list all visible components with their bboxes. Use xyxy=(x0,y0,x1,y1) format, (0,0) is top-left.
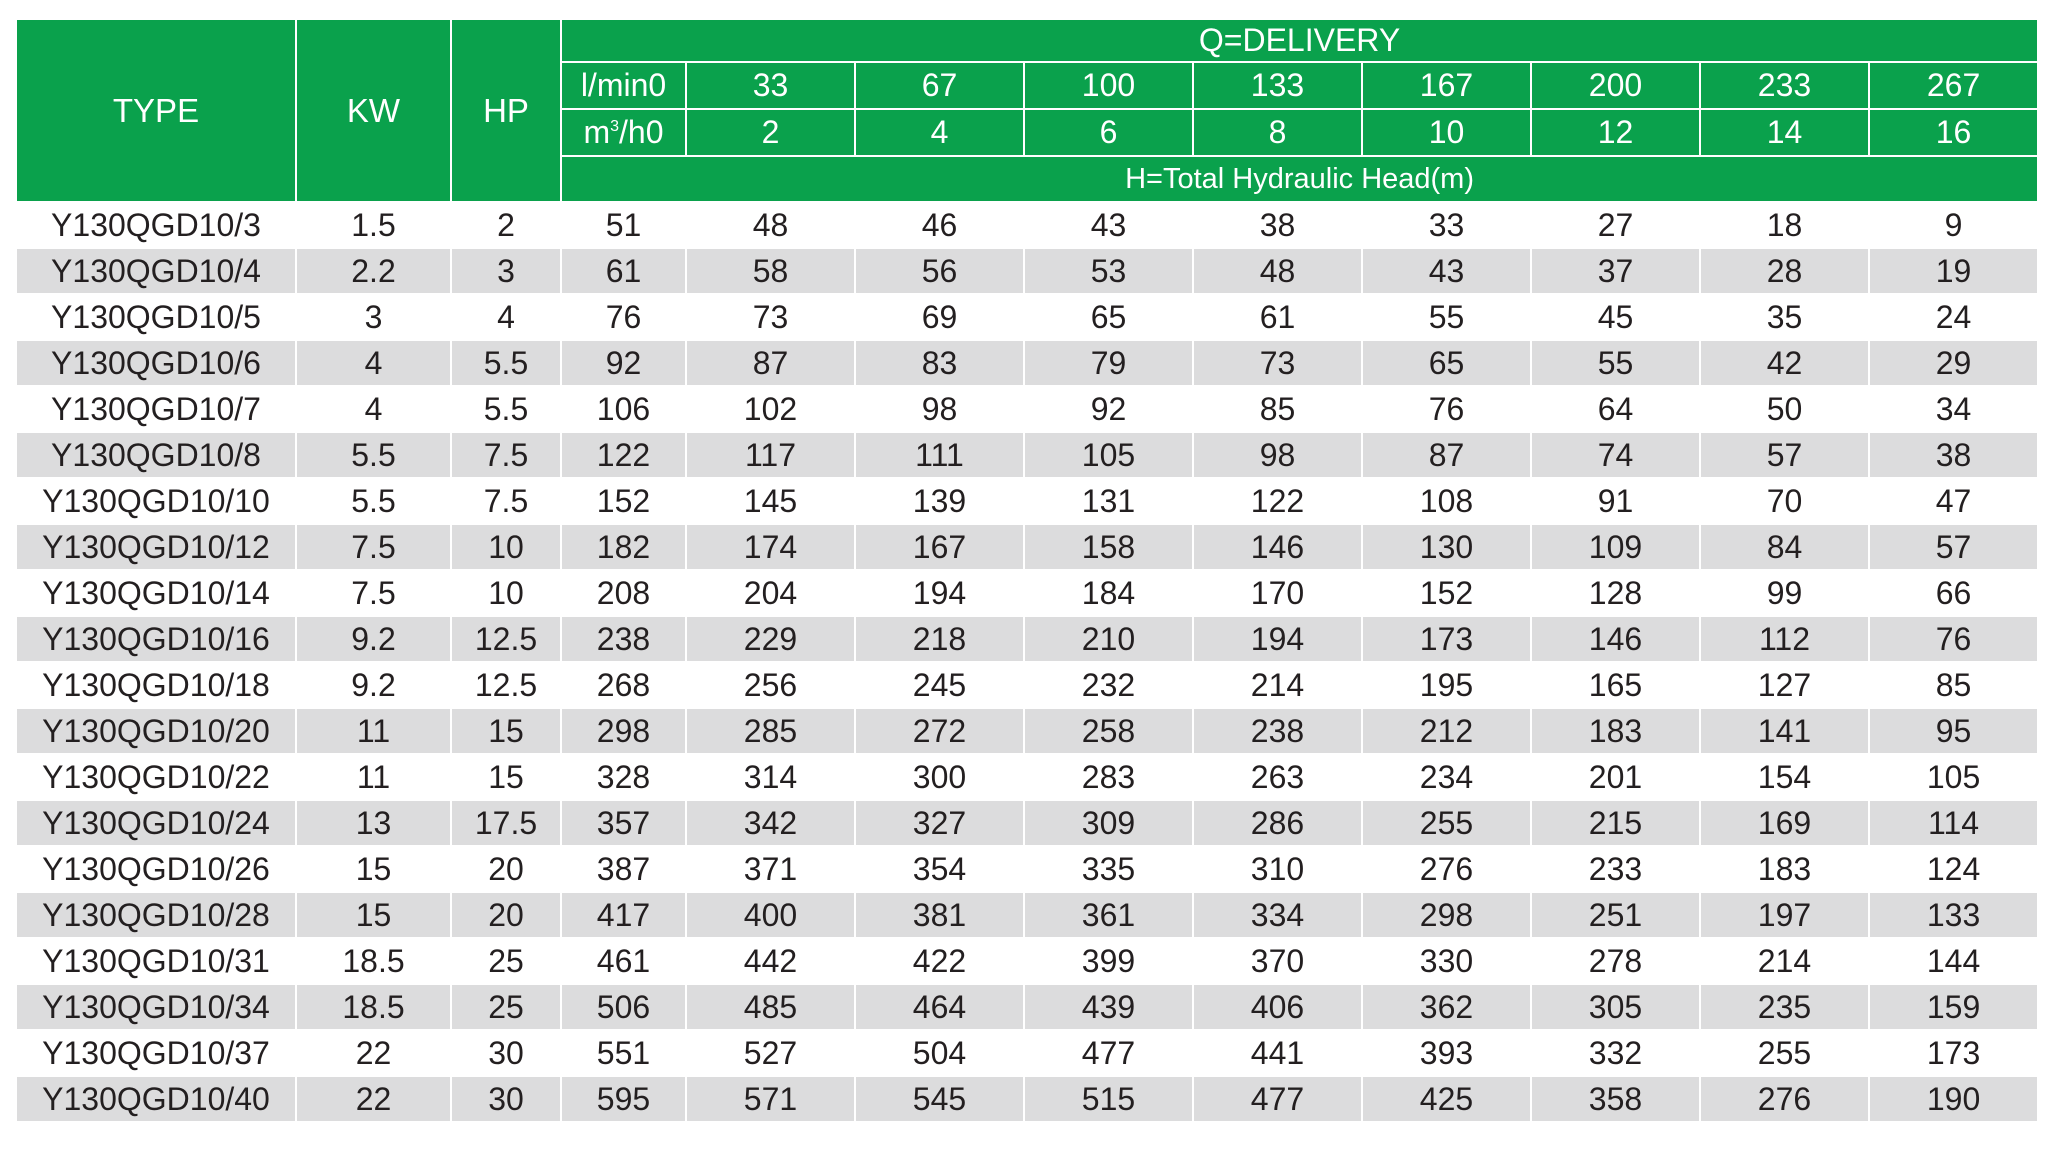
head-cell: 504 xyxy=(855,1030,1024,1076)
head-cell: 174 xyxy=(686,524,855,570)
head-cell: 184 xyxy=(1024,570,1193,616)
head-cell: 65 xyxy=(1362,340,1531,386)
head-cell: 194 xyxy=(1193,616,1362,662)
head-cell: 258 xyxy=(1024,708,1193,754)
head-cell: 35 xyxy=(1700,294,1869,340)
flow-m3h-value: 4 xyxy=(855,109,1024,156)
flow-m3h-value: 12 xyxy=(1531,109,1700,156)
head-cell: 58 xyxy=(686,248,855,294)
type-cell: Y130QGD10/22 xyxy=(16,754,296,800)
table-row xyxy=(16,524,2038,570)
hp-header: HP xyxy=(451,19,561,202)
hp-cell: 7.5 xyxy=(451,478,561,524)
head-cell: 218 xyxy=(855,616,1024,662)
head-cell: 19 xyxy=(1869,248,2038,294)
head-cell: 272 xyxy=(855,708,1024,754)
head-cell: 327 xyxy=(855,800,1024,846)
head-cell: 400 xyxy=(686,892,855,938)
hp-cell: 10 xyxy=(451,570,561,616)
delivery-header: Q=DELIVERY xyxy=(561,19,2038,62)
head-cell: 144 xyxy=(1869,938,2038,984)
head-cell: 370 xyxy=(1193,938,1362,984)
flow-lmin-value: 267 xyxy=(1869,62,2038,109)
head-cell: 362 xyxy=(1362,984,1531,1030)
head-cell: 328 xyxy=(561,754,686,800)
type-cell: Y130QGD10/16 xyxy=(16,616,296,662)
head-header: H=Total Hydraulic Head(m) xyxy=(561,156,2038,202)
kw-cell: 9.2 xyxy=(296,662,451,708)
head-cell: 334 xyxy=(1193,892,1362,938)
head-cell: 357 xyxy=(561,800,686,846)
hp-cell: 20 xyxy=(451,892,561,938)
head-cell: 38 xyxy=(1193,202,1362,248)
head-cell: 278 xyxy=(1531,938,1700,984)
table-row xyxy=(16,846,2038,892)
head-cell: 83 xyxy=(855,340,1024,386)
head-cell: 215 xyxy=(1531,800,1700,846)
head-cell: 232 xyxy=(1024,662,1193,708)
head-cell: 91 xyxy=(1531,478,1700,524)
head-cell: 133 xyxy=(1869,892,2038,938)
type-cell: Y130QGD10/7 xyxy=(16,386,296,432)
head-cell: 61 xyxy=(561,248,686,294)
table-row xyxy=(16,248,2038,294)
type-cell: Y130QGD10/12 xyxy=(16,524,296,570)
type-cell: Y130QGD10/3 xyxy=(16,202,296,248)
head-cell: 212 xyxy=(1362,708,1531,754)
head-cell: 464 xyxy=(855,984,1024,1030)
head-cell: 309 xyxy=(1024,800,1193,846)
flow-lmin-value: 167 xyxy=(1362,62,1531,109)
flow-lmin-value: 200 xyxy=(1531,62,1700,109)
head-cell: 571 xyxy=(686,1076,855,1122)
kw-cell: 3 xyxy=(296,294,451,340)
head-cell: 146 xyxy=(1193,524,1362,570)
head-cell: 286 xyxy=(1193,800,1362,846)
head-cell: 109 xyxy=(1531,524,1700,570)
table-row xyxy=(16,892,2038,938)
head-cell: 131 xyxy=(1024,478,1193,524)
head-cell: 105 xyxy=(1869,754,2038,800)
head-cell: 99 xyxy=(1700,570,1869,616)
head-cell: 268 xyxy=(561,662,686,708)
hp-cell: 15 xyxy=(451,754,561,800)
head-cell: 195 xyxy=(1362,662,1531,708)
head-cell: 422 xyxy=(855,938,1024,984)
hp-cell: 25 xyxy=(451,984,561,1030)
kw-cell: 13 xyxy=(296,800,451,846)
kw-cell: 18.5 xyxy=(296,938,451,984)
head-cell: 48 xyxy=(1193,248,1362,294)
head-cell: 477 xyxy=(1024,1030,1193,1076)
head-cell: 98 xyxy=(1193,432,1362,478)
head-cell: 9 xyxy=(1869,202,2038,248)
head-cell: 79 xyxy=(1024,340,1193,386)
head-cell: 85 xyxy=(1193,386,1362,432)
hp-cell: 2 xyxy=(451,202,561,248)
head-cell: 61 xyxy=(1193,294,1362,340)
table-body xyxy=(16,202,2038,1122)
head-cell: 595 xyxy=(561,1076,686,1122)
head-cell: 74 xyxy=(1531,432,1700,478)
table-row xyxy=(16,754,2038,800)
kw-cell: 22 xyxy=(296,1076,451,1122)
head-cell: 256 xyxy=(686,662,855,708)
head-cell: 64 xyxy=(1531,386,1700,432)
head-cell: 173 xyxy=(1362,616,1531,662)
table-row xyxy=(16,984,2038,1030)
hp-cell: 12.5 xyxy=(451,616,561,662)
head-cell: 57 xyxy=(1700,432,1869,478)
head-cell: 183 xyxy=(1700,846,1869,892)
head-cell: 152 xyxy=(561,478,686,524)
head-cell: 69 xyxy=(855,294,1024,340)
head-cell: 154 xyxy=(1700,754,1869,800)
head-cell: 76 xyxy=(1362,386,1531,432)
head-cell: 45 xyxy=(1531,294,1700,340)
flow-unit-m3h: $m^3/h0$ xyxy=(561,109,686,156)
type-cell: Y130QGD10/18 xyxy=(16,662,296,708)
type-cell: Y130QGD10/6 xyxy=(16,340,296,386)
kw-cell: 1.5 xyxy=(296,202,451,248)
head-cell: 165 xyxy=(1531,662,1700,708)
kw-header: KW xyxy=(296,19,451,202)
head-cell: 283 xyxy=(1024,754,1193,800)
head-cell: 111 xyxy=(855,432,1024,478)
head-cell: 87 xyxy=(686,340,855,386)
head-cell: 335 xyxy=(1024,846,1193,892)
head-cell: 255 xyxy=(1362,800,1531,846)
head-cell: 146 xyxy=(1531,616,1700,662)
flow-m3h-value: 2 xyxy=(686,109,855,156)
head-cell: 73 xyxy=(686,294,855,340)
head-cell: 276 xyxy=(1362,846,1531,892)
flow-lmin-value: 133 xyxy=(1193,62,1362,109)
head-cell: 24 xyxy=(1869,294,2038,340)
type-cell: Y130QGD10/4 xyxy=(16,248,296,294)
head-cell: 130 xyxy=(1362,524,1531,570)
head-cell: 183 xyxy=(1531,708,1700,754)
head-cell: 51 xyxy=(561,202,686,248)
flow-m3h-value: 14 xyxy=(1700,109,1869,156)
table-row xyxy=(16,800,2038,846)
table-row xyxy=(16,662,2038,708)
kw-cell: 11 xyxy=(296,754,451,800)
head-cell: 310 xyxy=(1193,846,1362,892)
head-cell: 461 xyxy=(561,938,686,984)
head-cell: 106 xyxy=(561,386,686,432)
head-cell: 56 xyxy=(855,248,1024,294)
head-cell: 37 xyxy=(1531,248,1700,294)
head-cell: 76 xyxy=(1869,616,2038,662)
kw-cell: 5.5 xyxy=(296,478,451,524)
head-cell: 441 xyxy=(1193,1030,1362,1076)
head-cell: 208 xyxy=(561,570,686,616)
head-cell: 152 xyxy=(1362,570,1531,616)
head-cell: 55 xyxy=(1531,340,1700,386)
head-cell: 170 xyxy=(1193,570,1362,616)
type-cell: Y130QGD10/24 xyxy=(16,800,296,846)
head-cell: 201 xyxy=(1531,754,1700,800)
head-cell: 34 xyxy=(1869,386,2038,432)
flow-m3h-value: 10 xyxy=(1362,109,1531,156)
head-cell: 65 xyxy=(1024,294,1193,340)
head-cell: 70 xyxy=(1700,478,1869,524)
kw-cell: 9.2 xyxy=(296,616,451,662)
head-cell: 545 xyxy=(855,1076,1024,1122)
table-row xyxy=(16,340,2038,386)
head-cell: 233 xyxy=(1531,846,1700,892)
head-cell: 263 xyxy=(1193,754,1362,800)
hp-cell: 30 xyxy=(451,1030,561,1076)
head-cell: 194 xyxy=(855,570,1024,616)
head-cell: 117 xyxy=(686,432,855,478)
type-cell: Y130QGD10/14 xyxy=(16,570,296,616)
head-cell: 98 xyxy=(855,386,1024,432)
head-cell: 204 xyxy=(686,570,855,616)
head-cell: 251 xyxy=(1531,892,1700,938)
head-cell: 332 xyxy=(1531,1030,1700,1076)
head-cell: 245 xyxy=(855,662,1024,708)
head-cell: 95 xyxy=(1869,708,2038,754)
head-cell: 425 xyxy=(1362,1076,1531,1122)
kw-cell: 11 xyxy=(296,708,451,754)
head-cell: 92 xyxy=(561,340,686,386)
head-cell: 87 xyxy=(1362,432,1531,478)
head-cell: 314 xyxy=(686,754,855,800)
kw-cell: 4 xyxy=(296,340,451,386)
flow-lmin-value: 33 xyxy=(686,62,855,109)
head-cell: 145 xyxy=(686,478,855,524)
head-cell: 238 xyxy=(561,616,686,662)
hp-cell: 25 xyxy=(451,938,561,984)
head-cell: 28 xyxy=(1700,248,1869,294)
head-cell: 53 xyxy=(1024,248,1193,294)
head-cell: 38 xyxy=(1869,432,2038,478)
head-cell: 108 xyxy=(1362,478,1531,524)
kw-cell: 7.5 xyxy=(296,524,451,570)
head-cell: 167 xyxy=(855,524,1024,570)
table-row xyxy=(16,938,2038,984)
head-cell: 298 xyxy=(561,708,686,754)
hp-cell: 10 xyxy=(451,524,561,570)
head-cell: 506 xyxy=(561,984,686,1030)
flow-m3h-value: 6 xyxy=(1024,109,1193,156)
head-cell: 439 xyxy=(1024,984,1193,1030)
type-cell: Y130QGD10/26 xyxy=(16,846,296,892)
head-cell: 210 xyxy=(1024,616,1193,662)
kw-cell: 18.5 xyxy=(296,984,451,1030)
head-cell: 477 xyxy=(1193,1076,1362,1122)
type-cell: Y130QGD10/31 xyxy=(16,938,296,984)
kw-cell: 2.2 xyxy=(296,248,451,294)
head-cell: 381 xyxy=(855,892,1024,938)
head-cell: 139 xyxy=(855,478,1024,524)
flow-lmin-value: 67 xyxy=(855,62,1024,109)
kw-cell: 15 xyxy=(296,846,451,892)
head-cell: 442 xyxy=(686,938,855,984)
flow-lmin-value: 233 xyxy=(1700,62,1869,109)
hp-cell: 3 xyxy=(451,248,561,294)
head-cell: 29 xyxy=(1869,340,2038,386)
table-row xyxy=(16,616,2038,662)
head-cell: 342 xyxy=(686,800,855,846)
table-row xyxy=(16,432,2038,478)
type-cell: Y130QGD10/34 xyxy=(16,984,296,1030)
table-row xyxy=(16,294,2038,340)
head-cell: 387 xyxy=(561,846,686,892)
hp-cell: 30 xyxy=(451,1076,561,1122)
head-cell: 47 xyxy=(1869,478,2038,524)
hp-cell: 12.5 xyxy=(451,662,561,708)
head-cell: 42 xyxy=(1700,340,1869,386)
head-cell: 50 xyxy=(1700,386,1869,432)
head-cell: 234 xyxy=(1362,754,1531,800)
head-cell: 406 xyxy=(1193,984,1362,1030)
head-cell: 515 xyxy=(1024,1076,1193,1122)
head-cell: 92 xyxy=(1024,386,1193,432)
hp-cell: 15 xyxy=(451,708,561,754)
head-cell: 127 xyxy=(1700,662,1869,708)
flow-lmin-value: 100 xyxy=(1024,62,1193,109)
head-cell: 27 xyxy=(1531,202,1700,248)
head-cell: 485 xyxy=(686,984,855,1030)
type-cell: Y130QGD10/40 xyxy=(16,1076,296,1122)
type-cell: Y130QGD10/37 xyxy=(16,1030,296,1076)
head-cell: 285 xyxy=(686,708,855,754)
flow-m3h-value: 8 xyxy=(1193,109,1362,156)
head-cell: 43 xyxy=(1362,248,1531,294)
head-cell: 298 xyxy=(1362,892,1531,938)
head-cell: 76 xyxy=(561,294,686,340)
head-cell: 112 xyxy=(1700,616,1869,662)
head-cell: 57 xyxy=(1869,524,2038,570)
head-cell: 417 xyxy=(561,892,686,938)
hp-cell: 4 xyxy=(451,294,561,340)
head-cell: 330 xyxy=(1362,938,1531,984)
head-cell: 305 xyxy=(1531,984,1700,1030)
table-row xyxy=(16,1030,2038,1076)
type-header: TYPE xyxy=(16,19,296,202)
head-cell: 159 xyxy=(1869,984,2038,1030)
head-cell: 105 xyxy=(1024,432,1193,478)
head-cell: 551 xyxy=(561,1030,686,1076)
table-row xyxy=(16,1076,2038,1122)
head-cell: 276 xyxy=(1700,1076,1869,1122)
head-cell: 197 xyxy=(1700,892,1869,938)
table-row xyxy=(16,478,2038,524)
hp-cell: 5.5 xyxy=(451,340,561,386)
type-cell: Y130QGD10/8 xyxy=(16,432,296,478)
head-cell: 55 xyxy=(1362,294,1531,340)
head-cell: 527 xyxy=(686,1030,855,1076)
head-cell: 173 xyxy=(1869,1030,2038,1076)
head-cell: 102 xyxy=(686,386,855,432)
hp-cell: 5.5 xyxy=(451,386,561,432)
kw-cell: 5.5 xyxy=(296,432,451,478)
kw-cell: 22 xyxy=(296,1030,451,1076)
head-cell: 66 xyxy=(1869,570,2038,616)
head-cell: 393 xyxy=(1362,1030,1531,1076)
kw-cell: 7.5 xyxy=(296,570,451,616)
head-cell: 43 xyxy=(1024,202,1193,248)
head-cell: 122 xyxy=(561,432,686,478)
flow-m3h-value: 16 xyxy=(1869,109,2038,156)
head-cell: 371 xyxy=(686,846,855,892)
table-row xyxy=(16,202,2038,248)
head-cell: 354 xyxy=(855,846,1024,892)
kw-cell: 15 xyxy=(296,892,451,938)
head-cell: 124 xyxy=(1869,846,2038,892)
head-cell: 255 xyxy=(1700,1030,1869,1076)
head-cell: 141 xyxy=(1700,708,1869,754)
kw-cell: 4 xyxy=(296,386,451,432)
table-row xyxy=(16,570,2038,616)
head-cell: 84 xyxy=(1700,524,1869,570)
head-cell: 33 xyxy=(1362,202,1531,248)
head-cell: 358 xyxy=(1531,1076,1700,1122)
head-cell: 85 xyxy=(1869,662,2038,708)
type-cell: Y130QGD10/5 xyxy=(16,294,296,340)
table-row xyxy=(16,386,2038,432)
head-cell: 214 xyxy=(1193,662,1362,708)
flow-unit-lmin: l/min0 xyxy=(561,62,686,109)
table-row xyxy=(16,708,2038,754)
type-cell: Y130QGD10/28 xyxy=(16,892,296,938)
head-cell: 169 xyxy=(1700,800,1869,846)
head-cell: 18 xyxy=(1700,202,1869,248)
hp-cell: 20 xyxy=(451,846,561,892)
head-cell: 46 xyxy=(855,202,1024,248)
head-cell: 361 xyxy=(1024,892,1193,938)
head-cell: 122 xyxy=(1193,478,1362,524)
type-cell: Y130QGD10/20 xyxy=(16,708,296,754)
head-cell: 128 xyxy=(1531,570,1700,616)
head-cell: 300 xyxy=(855,754,1024,800)
head-cell: 158 xyxy=(1024,524,1193,570)
hp-cell: 17.5 xyxy=(451,800,561,846)
head-cell: 190 xyxy=(1869,1076,2038,1122)
head-cell: 229 xyxy=(686,616,855,662)
head-cell: 235 xyxy=(1700,984,1869,1030)
head-cell: 238 xyxy=(1193,708,1362,754)
head-cell: 399 xyxy=(1024,938,1193,984)
head-cell: 214 xyxy=(1700,938,1869,984)
head-cell: 182 xyxy=(561,524,686,570)
head-cell: 73 xyxy=(1193,340,1362,386)
type-cell: Y130QGD10/10 xyxy=(16,478,296,524)
hp-cell: 7.5 xyxy=(451,432,561,478)
pump-performance-table xyxy=(15,18,2039,1123)
head-cell: 114 xyxy=(1869,800,2038,846)
head-cell: 48 xyxy=(686,202,855,248)
